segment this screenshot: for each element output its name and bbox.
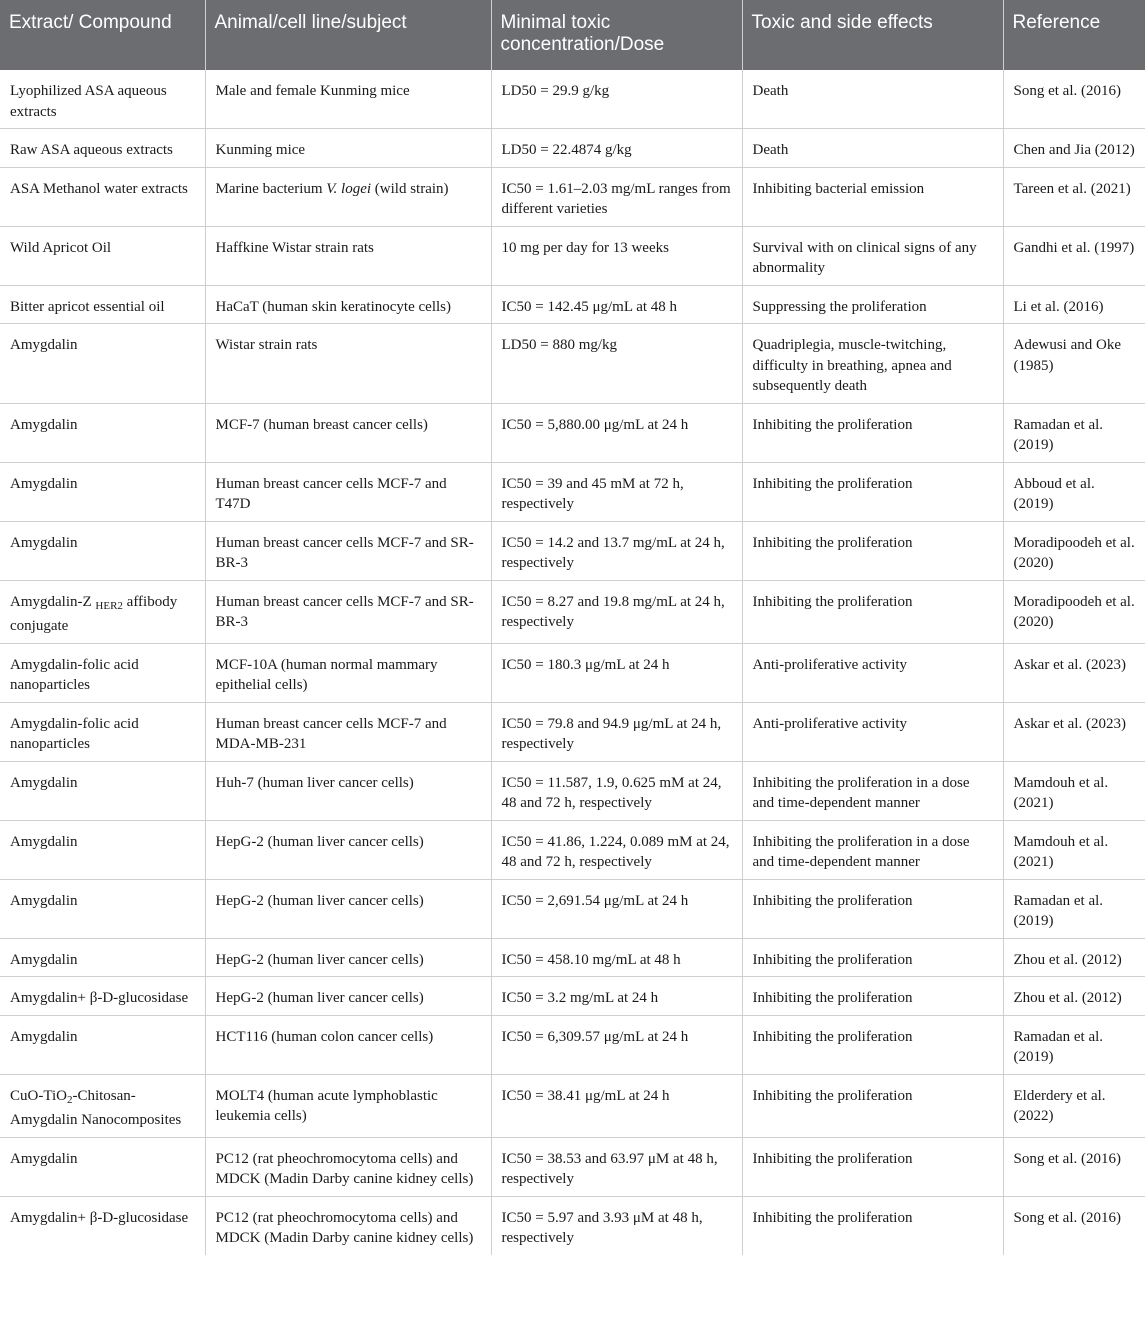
cell-extract-compound: Lyophilized ASA aqueous extracts: [0, 70, 205, 129]
cell-dose: IC50 = 79.8 and 94.9 μg/mL at 24 h, respectively: [491, 702, 742, 761]
cell-dose: IC50 = 5,880.00 μg/mL at 24 h: [491, 403, 742, 462]
cell-subject: Human breast cancer cells MCF-7 and SR-BR-3: [205, 580, 491, 643]
header-animal-cell-line-subject: Animal/cell line/subject: [205, 0, 491, 70]
cell-reference: Adewusi and Oke (1985): [1003, 324, 1145, 404]
cell-effects: Inhibiting the proliferation in a dose and time-dependent manner: [742, 820, 1003, 879]
cell-extract-compound: Amygdalin-Z $_{HER2}$ affibody conjugate: [0, 580, 205, 643]
table-row: [0, 580, 1145, 643]
cell-dose: IC50 = 41.86, 1.224, 0.089 mM at 24, 48 and 72 h, respectively: [491, 820, 742, 879]
cell-extract-compound: Amygdalin+ β-D-glucosidase: [0, 977, 205, 1016]
cell-extract-compound: Amygdalin: [0, 403, 205, 462]
table-header: [0, 0, 1145, 70]
cell-dose: IC50 = 1.61–2.03 mg/mL ranges from different varieties: [491, 167, 742, 226]
table-row: [0, 702, 1145, 761]
cell-reference: Askar et al. (2023): [1003, 643, 1145, 702]
cell-extract-compound: Amygdalin-folic acid nanoparticles: [0, 702, 205, 761]
cell-subject: HepG-2 (human liver cancer cells): [205, 938, 491, 977]
cell-dose: IC50 = 458.10 mg/mL at 48 h: [491, 938, 742, 977]
cell-extract-compound: CuO-TiO$_2$-Chitosan-Amygdalin Nanocomposites: [0, 1074, 205, 1137]
cell-effects: Inhibiting the proliferation: [742, 521, 1003, 580]
header-extract-compound: Extract/ Compound: [0, 0, 205, 70]
table-row: [0, 1137, 1145, 1196]
cell-dose: IC50 = 38.41 μg/mL at 24 h: [491, 1074, 742, 1137]
cell-dose: IC50 = 11.587, 1.9, 0.625 mM at 24, 48 and 72 h, respectively: [491, 761, 742, 820]
cell-effects: Inhibiting the proliferation in a dose and time-dependent manner: [742, 761, 1003, 820]
cell-dose: LD50 = 22.4874 g/kg: [491, 129, 742, 168]
cell-subject: Human breast cancer cells MCF-7 and MDA-MB-231: [205, 702, 491, 761]
cell-subject: MCF-7 (human breast cancer cells): [205, 403, 491, 462]
cell-extract-compound: Amygdalin: [0, 1137, 205, 1196]
cell-dose: IC50 = 3.2 mg/mL at 24 h: [491, 977, 742, 1016]
cell-extract-compound: Amygdalin-folic acid nanoparticles: [0, 643, 205, 702]
cell-subject: Marine bacterium V. logei (wild strain): [205, 167, 491, 226]
table-row: [0, 129, 1145, 168]
table-body: [0, 70, 1145, 1255]
cell-reference: Song et al. (2016): [1003, 1196, 1145, 1255]
cell-effects: Inhibiting the proliferation: [742, 879, 1003, 938]
cell-extract-compound: Amygdalin: [0, 521, 205, 580]
table-row: [0, 70, 1145, 129]
cell-subject: Huh-7 (human liver cancer cells): [205, 761, 491, 820]
cell-reference: Song et al. (2016): [1003, 1137, 1145, 1196]
table-row: [0, 1196, 1145, 1255]
cell-dose: IC50 = 14.2 and 13.7 mg/mL at 24 h, respectively: [491, 521, 742, 580]
cell-subject: PC12 (rat pheochromocytoma cells) and MDCK (Madin Darby canine kidney cells): [205, 1196, 491, 1255]
cell-subject: Male and female Kunming mice: [205, 70, 491, 129]
table-row: [0, 462, 1145, 521]
table-row: [0, 977, 1145, 1016]
cell-reference: Song et al. (2016): [1003, 70, 1145, 129]
cell-reference: Zhou et al. (2012): [1003, 938, 1145, 977]
cell-subject: MCF-10A (human normal mammary epithelial cells): [205, 643, 491, 702]
cell-dose: LD50 = 29.9 g/kg: [491, 70, 742, 129]
table-row: [0, 643, 1145, 702]
cell-effects: Anti-proliferative activity: [742, 643, 1003, 702]
cell-reference: Elderdery et al. (2022): [1003, 1074, 1145, 1137]
cell-dose: IC50 = 39 and 45 mM at 72 h, respectively: [491, 462, 742, 521]
table-row: [0, 324, 1145, 404]
cell-reference: Mamdouh et al. (2021): [1003, 761, 1145, 820]
cell-effects: Inhibiting the proliferation: [742, 1015, 1003, 1074]
cell-extract-compound: Amygdalin+ β-D-glucosidase: [0, 1196, 205, 1255]
cell-reference: Gandhi et al. (1997): [1003, 226, 1145, 285]
cell-effects: Inhibiting the proliferation: [742, 1137, 1003, 1196]
cell-dose: 10 mg per day for 13 weeks: [491, 226, 742, 285]
cell-effects: Suppressing the proliferation: [742, 285, 1003, 324]
cell-dose: IC50 = 142.45 μg/mL at 48 h: [491, 285, 742, 324]
table-row: [0, 403, 1145, 462]
cell-effects: Inhibiting the proliferation: [742, 580, 1003, 643]
cell-reference: Ramadan et al. (2019): [1003, 403, 1145, 462]
cell-reference: Abboud et al. (2019): [1003, 462, 1145, 521]
table-row: [0, 521, 1145, 580]
cell-effects: Inhibiting the proliferation: [742, 462, 1003, 521]
cell-subject: Human breast cancer cells MCF-7 and SR-BR-3: [205, 521, 491, 580]
cell-subject: Haffkine Wistar strain rats: [205, 226, 491, 285]
cell-extract-compound: Amygdalin: [0, 462, 205, 521]
cell-reference: Li et al. (2016): [1003, 285, 1145, 324]
cell-effects: Survival with on clinical signs of any abnormality: [742, 226, 1003, 285]
cell-extract-compound: Wild Apricot Oil: [0, 226, 205, 285]
cell-extract-compound: Raw ASA aqueous extracts: [0, 129, 205, 168]
cell-subject: Wistar strain rats: [205, 324, 491, 404]
header-minimal-toxic-dose: Minimal toxic concentration/Dose: [491, 0, 742, 70]
table-row: [0, 761, 1145, 820]
cell-dose: IC50 = 6,309.57 μg/mL at 24 h: [491, 1015, 742, 1074]
cell-effects: Death: [742, 70, 1003, 129]
cell-extract-compound: Amygdalin: [0, 1015, 205, 1074]
cell-reference: Ramadan et al. (2019): [1003, 879, 1145, 938]
cell-effects: Inhibiting the proliferation: [742, 938, 1003, 977]
cell-reference: Ramadan et al. (2019): [1003, 1015, 1145, 1074]
cell-effects: Quadriplegia, muscle-twitching, difficulty in breathing, apnea and subsequently death: [742, 324, 1003, 404]
cell-reference: Chen and Jia (2012): [1003, 129, 1145, 168]
cell-subject: HepG-2 (human liver cancer cells): [205, 977, 491, 1016]
cell-dose: IC50 = 180.3 μg/mL at 24 h: [491, 643, 742, 702]
cell-dose: IC50 = 5.97 and 3.93 μM at 48 h, respectively: [491, 1196, 742, 1255]
cell-dose: IC50 = 2,691.54 μg/mL at 24 h: [491, 879, 742, 938]
cell-reference: Moradipoodeh et al. (2020): [1003, 521, 1145, 580]
cell-subject: Kunming mice: [205, 129, 491, 168]
cell-effects: Inhibiting the proliferation: [742, 1074, 1003, 1137]
cell-subject: Human breast cancer cells MCF-7 and T47D: [205, 462, 491, 521]
cell-effects: Inhibiting the proliferation: [742, 403, 1003, 462]
cell-reference: Moradipoodeh et al. (2020): [1003, 580, 1145, 643]
cell-extract-compound: ASA Methanol water extracts: [0, 167, 205, 226]
table-row: [0, 1074, 1145, 1137]
table-row: [0, 1015, 1145, 1074]
cell-reference: Tareen et al. (2021): [1003, 167, 1145, 226]
header-row: [0, 0, 1145, 70]
table-row: [0, 820, 1145, 879]
table-row: [0, 938, 1145, 977]
table-row: [0, 226, 1145, 285]
cell-effects: Inhibiting bacterial emission: [742, 167, 1003, 226]
header-toxic-side-effects: Toxic and side effects: [742, 0, 1003, 70]
cell-reference: Zhou et al. (2012): [1003, 977, 1145, 1016]
cell-dose: LD50 = 880 mg/kg: [491, 324, 742, 404]
cell-reference: Askar et al. (2023): [1003, 702, 1145, 761]
table-row: [0, 285, 1145, 324]
cell-extract-compound: Amygdalin: [0, 879, 205, 938]
cell-extract-compound: Amygdalin: [0, 820, 205, 879]
cell-subject: HCT116 (human colon cancer cells): [205, 1015, 491, 1074]
cell-extract-compound: Bitter apricot essential oil: [0, 285, 205, 324]
cell-subject: MOLT4 (human acute lymphoblastic leukemia cells): [205, 1074, 491, 1137]
cell-dose: IC50 = 38.53 and 63.97 μM at 48 h, respectively: [491, 1137, 742, 1196]
table-row: [0, 167, 1145, 226]
table-row: [0, 879, 1145, 938]
cell-dose: IC50 = 8.27 and 19.8 mg/mL at 24 h, respectively: [491, 580, 742, 643]
cell-subject: HepG-2 (human liver cancer cells): [205, 879, 491, 938]
cell-subject: HaCaT (human skin keratinocyte cells): [205, 285, 491, 324]
cell-subject: HepG-2 (human liver cancer cells): [205, 820, 491, 879]
cell-effects: Inhibiting the proliferation: [742, 1196, 1003, 1255]
cell-subject: PC12 (rat pheochromocytoma cells) and MDCK (Madin Darby canine kidney cells): [205, 1137, 491, 1196]
cell-extract-compound: Amygdalin: [0, 938, 205, 977]
cell-effects: Death: [742, 129, 1003, 168]
cell-reference: Mamdouh et al. (2021): [1003, 820, 1145, 879]
cell-extract-compound: Amygdalin: [0, 324, 205, 404]
cell-effects: Anti-proliferative activity: [742, 702, 1003, 761]
cell-extract-compound: Amygdalin: [0, 761, 205, 820]
header-reference: Reference: [1003, 0, 1145, 70]
cell-effects: Inhibiting the proliferation: [742, 977, 1003, 1016]
